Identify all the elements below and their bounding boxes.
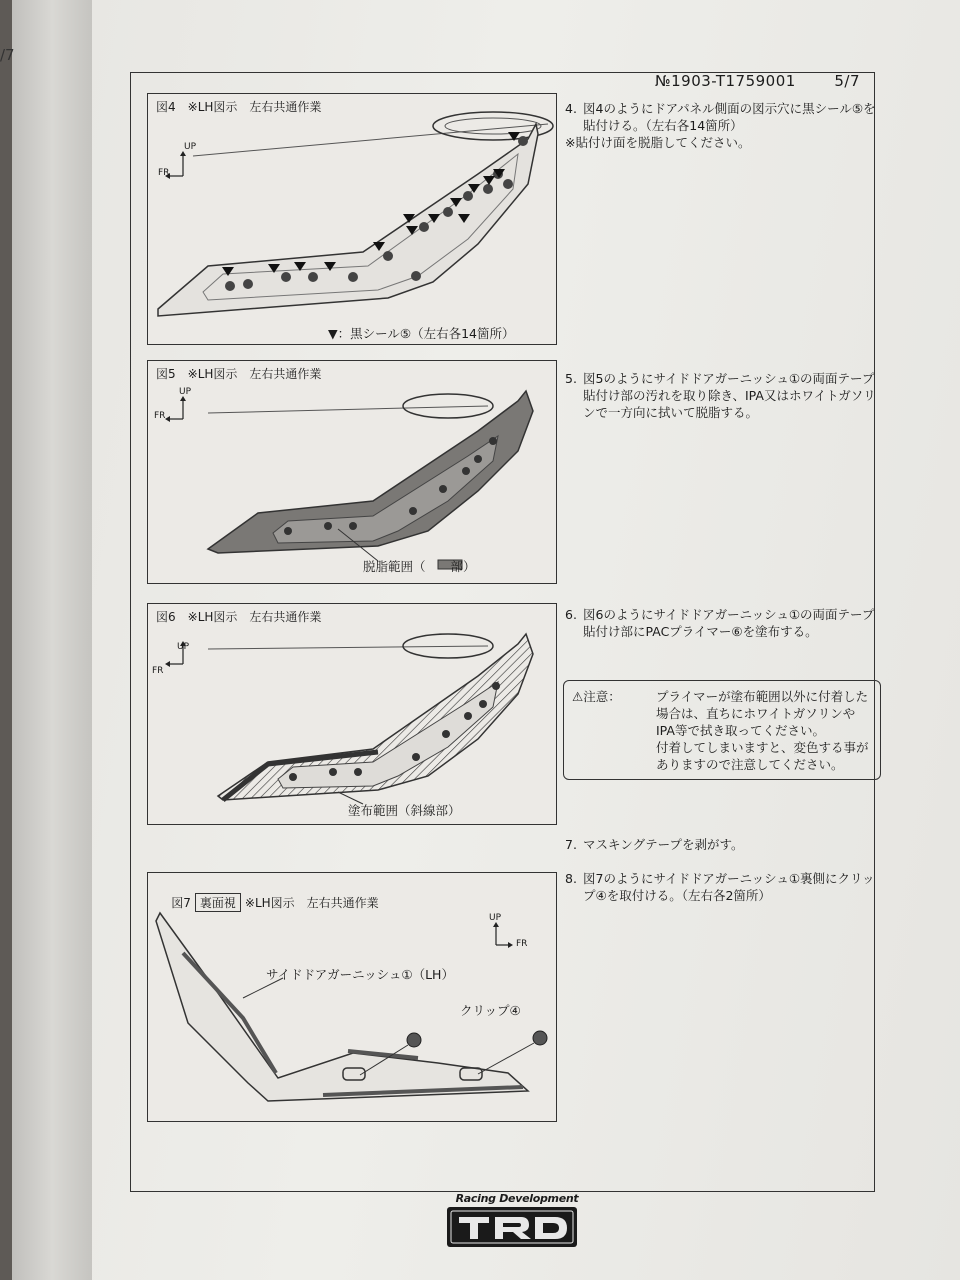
step-number: 8. <box>565 871 577 886</box>
step-number: 4. <box>565 101 577 116</box>
up-label: UP <box>177 642 190 652</box>
back-view-box: 裏面視 <box>195 893 241 912</box>
logo-tagline: Racing Development <box>455 1192 579 1205</box>
figure-caption: 脱脂範囲（ 部） <box>363 559 476 574</box>
step-5 <box>565 370 885 421</box>
step-text: 図4のようにドアパネル側面の図示穴に黒シール⑤を貼付ける。（左右各14箇所） <box>583 101 876 133</box>
step-note: ※貼付け面を脱脂してください。 <box>565 135 751 150</box>
doc-number: №1903-T1759001 <box>655 72 796 90</box>
figure-5 <box>147 360 557 584</box>
figure-number: 図7 <box>171 896 191 910</box>
door-panel-drawing <box>148 94 558 346</box>
degrease-area-drawing <box>148 361 558 585</box>
garnish-back-drawing <box>148 873 558 1123</box>
left-page-edge <box>0 0 95 1280</box>
part-label: サイドドアガーニッシュ①（LH） <box>266 967 454 982</box>
step-4 <box>565 100 885 151</box>
up-label: UP <box>179 387 192 397</box>
fr-label: FR <box>152 666 164 676</box>
figure-note: ※LH図示 左右共通作業 <box>244 896 379 910</box>
figure-title: 図4 ※LH図示 左右共通作業 <box>156 100 322 114</box>
step-text: 図7のようにサイドドアガーニッシュ①裏側にクリップ④を取付ける。（左右各2箇所） <box>583 871 875 903</box>
trd-logo-mark <box>447 1207 577 1247</box>
step-text: 図6のようにサイドドアガーニッシュ①の両面テープ貼付け部にPACプライマー⑥を塗布する。 <box>583 607 875 639</box>
step-7 <box>565 836 885 853</box>
step-6 <box>565 606 885 640</box>
step-text: 図5のようにサイドドアガーニッシュ①の両面テープ貼付け部の汚れを取り除き、IPA又はホワイトガソリンで一方向に拭いて脱脂する。 <box>583 371 876 420</box>
caution-heading: ⚠注意： <box>572 689 621 704</box>
fr-label: FR <box>516 939 528 949</box>
step-number: 7. <box>565 837 577 852</box>
caution-body-2: 付着してしまいますと、変色する事がありますので注意してください。 <box>656 740 869 772</box>
figure-4 <box>147 93 557 345</box>
step-number: 6. <box>565 607 577 622</box>
fr-label: FR <box>158 168 170 178</box>
step-number: 5. <box>565 371 577 386</box>
step-text: マスキングテープを剥がす。 <box>583 837 744 852</box>
step-8 <box>565 870 885 904</box>
figure-6 <box>147 603 557 825</box>
clip-label: クリップ④ <box>460 1003 521 1018</box>
figure-7 <box>147 872 557 1122</box>
figure-caption: ▼：黒シール⑤（左右各14箇所） <box>328 326 515 341</box>
trd-logo <box>447 1192 587 1247</box>
binding-shadow <box>0 0 12 1280</box>
figure-caption: 塗布範囲（斜線部） <box>348 803 461 818</box>
caution-box <box>563 680 881 780</box>
page-number: 5/7 <box>834 72 860 90</box>
caution-body: プライマーが塗布範囲以外に付着した場合は、直ちにホワイトガソリンやIPA等で拭き取ってください。 <box>656 689 869 738</box>
fr-label: FR <box>154 411 166 421</box>
figure-title: 図5 ※LH図示 左右共通作業 <box>156 367 322 381</box>
up-label: UP <box>184 142 197 152</box>
left-page-number: /7 <box>0 46 15 64</box>
primer-area-drawing <box>148 604 558 826</box>
figure-title: 図6 ※LH図示 左右共通作業 <box>156 610 322 624</box>
up-label: UP <box>489 913 502 923</box>
